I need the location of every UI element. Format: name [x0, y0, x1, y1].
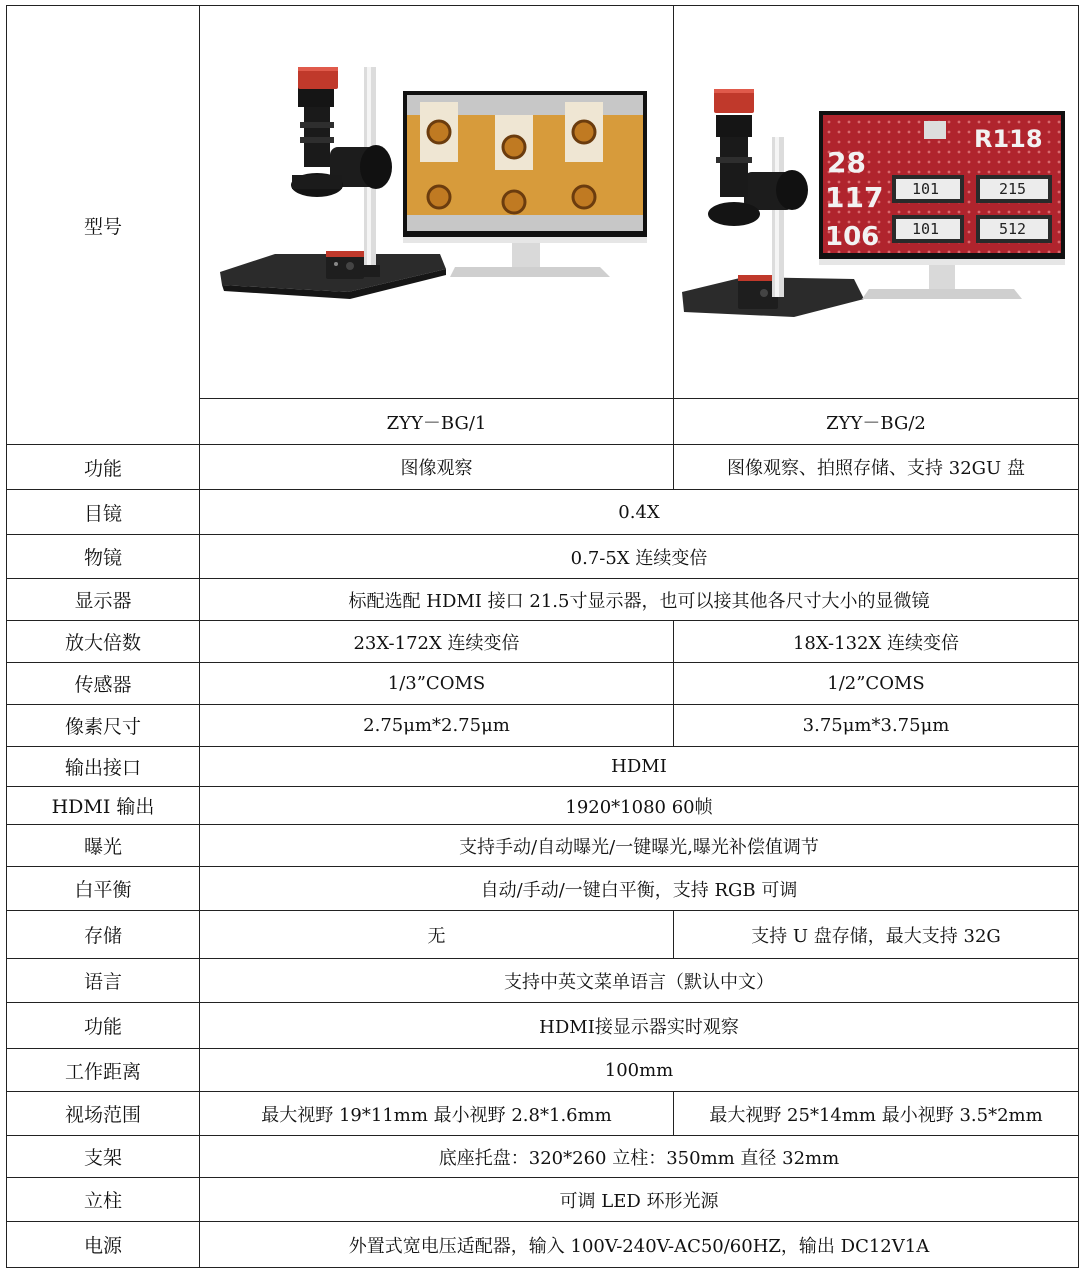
spec-row [7, 535, 1079, 579]
row-label: 功能 [7, 445, 200, 490]
row-label: 存储 [7, 911, 200, 959]
row-value: 0.7-5X 连续变倍 [200, 535, 1079, 579]
row-value-left: 图像观察 [200, 445, 674, 490]
microscope-monitor-illustration-1 [200, 7, 672, 398]
chip-label-215: 215 [999, 179, 1027, 198]
row-label: 物镜 [7, 535, 200, 579]
spec-row [7, 1092, 1079, 1136]
spec-row [7, 1003, 1079, 1049]
model-1: ZYY－BG/1 [200, 399, 674, 445]
model-label: 型号 [7, 6, 200, 445]
row-label: 工作距离 [7, 1049, 200, 1092]
chip-label-512: 512 [999, 219, 1027, 238]
board-label-28: 28 [827, 145, 866, 179]
row-value: 支持中英文菜单语言（默认中文） [200, 959, 1079, 1003]
row-value: 自动/手动/一键白平衡，支持 RGB 可调 [200, 867, 1079, 911]
row-value-left: 23X-172X 连续变倍 [200, 621, 674, 663]
image-row [7, 6, 1079, 399]
board-label-r118: R118 [974, 124, 1043, 153]
spec-table [6, 5, 1079, 1268]
row-value: HDMI接显示器实时观察 [200, 1003, 1079, 1049]
row-value-right: 1/2”COMS [674, 663, 1079, 705]
row-label: 电源 [7, 1222, 200, 1268]
row-value-left: 2.75μm*2.75μm [200, 705, 674, 747]
row-value: 0.4X [200, 490, 1079, 535]
model-2: ZYY－BG/2 [674, 399, 1079, 445]
row-value-right: 最大视野 25*14mm 最小视野 3.5*2mm [674, 1092, 1079, 1136]
spec-row [7, 1136, 1079, 1178]
spec-row [7, 747, 1079, 787]
board-label-106: 106 [825, 221, 880, 252]
row-value: 底座托盘：320*260 立柱：350mm 直径 32mm [200, 1136, 1079, 1178]
row-value: 可调 LED 环形光源 [200, 1178, 1079, 1222]
row-label: 支架 [7, 1136, 200, 1178]
spec-row [7, 1178, 1079, 1222]
row-value: 支持手动/自动曝光/一键曝光,曝光补偿值调节 [200, 825, 1079, 867]
row-value-left: 无 [200, 911, 674, 959]
spec-row [7, 1222, 1079, 1268]
spec-row [7, 579, 1079, 621]
row-value: 标配选配 HDMI 接口 21.5寸显示器，也可以接其他各尺寸大小的显微镜 [200, 579, 1079, 621]
row-label: 白平衡 [7, 867, 200, 911]
row-label: 功能 [7, 1003, 200, 1049]
row-value: 1920*1080 60帧 [200, 787, 1079, 825]
row-value-right: 18X-132X 连续变倍 [674, 621, 1079, 663]
spec-row [7, 663, 1079, 705]
spec-row [7, 867, 1079, 911]
row-value-right: 图像观察、拍照存储、支持 32GU 盘 [674, 445, 1079, 490]
row-label: 放大倍数 [7, 621, 200, 663]
product-image-2 [674, 6, 1079, 399]
row-label: HDMI 输出 [7, 787, 200, 825]
spec-row [7, 911, 1079, 959]
row-value-right: 支持 U 盘存储，最大支持 32G [674, 911, 1079, 959]
spec-row [7, 1049, 1079, 1092]
chip-label-101-bottom: 101 [912, 219, 940, 238]
spec-row [7, 825, 1079, 867]
row-value: HDMI [200, 747, 1079, 787]
row-label: 传感器 [7, 663, 200, 705]
row-value: 外置式宽电压适配器，输入 100V-240V-AC50/60HZ，输出 DC12V1A [200, 1222, 1079, 1268]
row-value-left: 最大视野 19*11mm 最小视野 2.8*1.6mm [200, 1092, 674, 1136]
row-label: 视场范围 [7, 1092, 200, 1136]
row-label: 曝光 [7, 825, 200, 867]
row-label: 显示器 [7, 579, 200, 621]
row-value-left: 1/3”COMS [200, 663, 674, 705]
row-value-right: 3.75μm*3.75μm [674, 705, 1079, 747]
spec-row [7, 445, 1079, 490]
product-image-1 [200, 6, 674, 399]
spec-row [7, 490, 1079, 535]
row-label: 立柱 [7, 1178, 200, 1222]
spec-row [7, 621, 1079, 663]
row-label: 像素尺寸 [7, 705, 200, 747]
row-value: 100mm [200, 1049, 1079, 1092]
spec-row [7, 705, 1079, 747]
chip-label-101-top: 101 [912, 179, 940, 198]
spec-row [7, 959, 1079, 1003]
row-label: 语言 [7, 959, 200, 1003]
board-label-117: 117 [825, 180, 884, 214]
microscope-monitor-illustration-2 [674, 7, 1077, 398]
row-label: 目镜 [7, 490, 200, 535]
row-label: 输出接口 [7, 747, 200, 787]
spec-row [7, 787, 1079, 825]
